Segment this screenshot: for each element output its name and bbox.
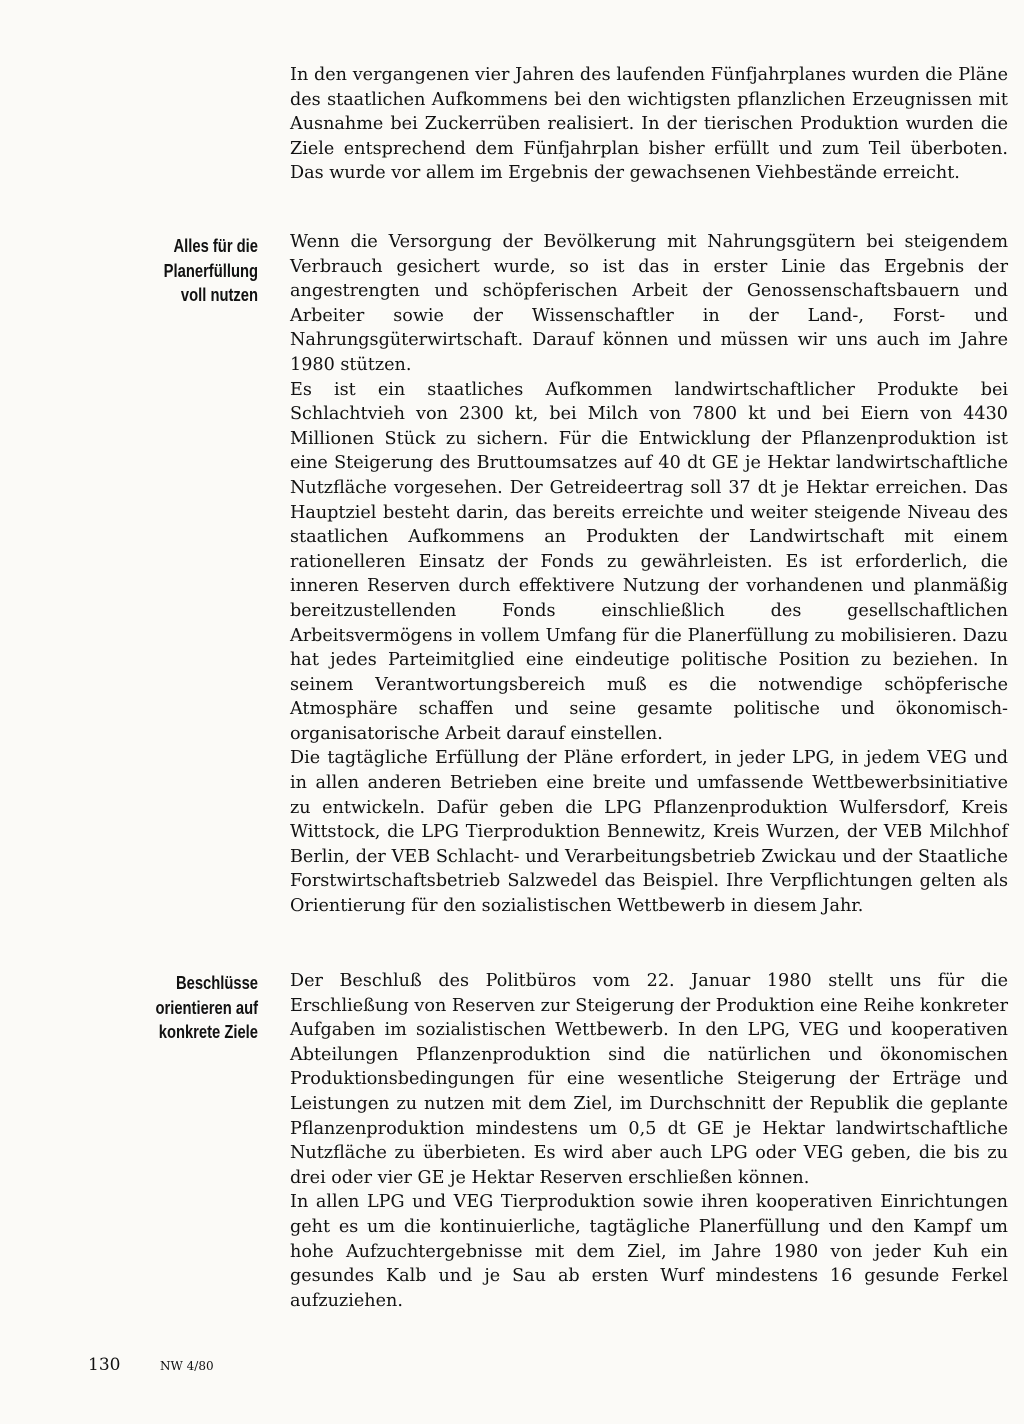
section-planerfuellung-text (290, 230, 1008, 919)
intro-text (290, 63, 1008, 186)
section-beschluesse-text (290, 969, 1008, 1313)
paragraph: In allen LPG und VEG Tierproduktion sowie ihren kooperativen Einrichtungen geht es um die kontinuierliche, tagtägliche Planerfüllung und den Kampf um hohe Aufzuchtergebnisse mit dem Ziel, im Jahre 1980 von jeder Kuh ein gesundes Kalb und je Sau ab ersten Wurf mindestens 16 gesunde Ferkel aufzuziehen. (290, 1192, 1008, 1311)
heading-line: Beschlüsse (175, 973, 258, 993)
paragraph: In den vergangenen vier Jahren des laufenden Fünfjahrplanes wurden die Pläne des staatlichen Aufkommens bei den wichtigsten pflanzlichen Erzeugnissen mit Ausnahme bei Zuckerrüben realisiert. In der tierischen Produktion wurden die Ziele entsprechend dem Fünfjahrplan bisher erfüllt und zum Teil überboten. Das wurde vor allem im Ergebnis der gewachsenen Viehbestände erreicht. (290, 65, 1008, 184)
paragraph: Es ist ein staatliches Aufkommen landwirtschaftlicher Produkte bei Schlachtvieh von 2300 kt, bei Milch von 7800 kt und bei Eiern von 4430 Millionen Stück zu sichern. Für die Entwicklung der Pflanzenproduktion ist eine Steigerung des Bruttoumsatzes auf 40 dt GE je Hektar landwirtschaftliche Nutzfläche vorgesehen. Der Getreideertrag soll 37 dt je Hektar erreichen. Das Hauptziel besteht darin, das bereits erreichte und weiter steigende Niveau des staatlichen Aufkommens an Produkten der Landwirtschaft mit einem rationelleren Einsatz der Fonds zu gewährleisten. Es ist erforderlich, die inneren Reserven durch effektivere Nutzung der vorhandenen und planmäßig bereitzustellenden Fonds einschließlich des gesellschaftlichen Arbeitsvermögens in vollem Umfang für die Planerfüllung zu mobilisieren. Dazu hat jedes Parteimitglied eine eindeutige politische Position zu beziehen. In seinem Verantwortungsbereich muß es die notwendige schöpferische Atmosphäre schaffen und seine gesamte politische und ökonomisch-organisatorische Arbeit darauf einstellen. (290, 379, 1008, 744)
heading-line: konkrete Ziele (158, 1022, 258, 1042)
heading-line: voll nutzen (180, 285, 258, 305)
paragraph: Die tagtägliche Erfüllung der Pläne erfordert, in jeder LPG, in jedem VEG und in allen anderen Betrieben eine breite und umfassende Wettbewerbsinitiative zu entwickeln. Dafür geben die LPG Pflanzenproduktion Wulfersdorf, Kreis Wittstock, die LPG Tierproduktion Bennewitz, Kreis Wurzen, der VEB Milchhof Berlin, der VEB Schlacht- und Verarbeitungsbetrieb Zwickau und der Staatliche Forstwirtschaftsbetrieb Salzwedel das Beispiel. Ihre Verpflichtungen gelten als Orientierung für den sozialistischen Wettbewerb in diesem Jahr. (290, 748, 1008, 917)
marginal-heading-beschluesse (135, 971, 258, 1045)
heading-line: Alles für die (173, 236, 258, 256)
page-number: 130 (88, 1355, 121, 1375)
heading-line: orientieren auf (155, 997, 258, 1018)
marginal-heading-planerfuellung (135, 234, 258, 308)
journal-reference: NW 4/80 (160, 1359, 214, 1373)
paragraph: Wenn die Versorgung der Bevölkerung mit Nahrungsgütern bei steigendem Verbrauch gesichert wurde, so ist das in erster Linie das Ergebnis der angestrengten und schöpferischen Arbeit der Genossenschaftsbauern und Arbeiter sowie der Wissenschaftler in der Land-, Forst- und Nahrungsgüterwirtschaft. Darauf können und müssen wir uns auch im Jahre 1980 stützen. (290, 232, 1008, 375)
heading-line: Planerfüllung (163, 260, 258, 281)
paragraph: Der Beschluß des Politbüros vom 22. Januar 1980 stellt uns für die Erschließung von Reserven zur Steigerung der Produktion eine Reihe konkreter Aufgaben im sozialistischen Wettbewerb. In den LPG, VEG und kooperativen Abteilungen Pflanzenproduktion sind die natürlichen und ökonomischen Produktionsbedingungen für eine wesentliche Steigerung der Erträge und Leistungen zu nutzen mit dem Ziel, im Durchschnitt der Republik die geplante Pflanzenproduktion mindestens um 0,5 dt GE je Hektar landwirtschaftliche Nutzfläche zu überbieten. Es wird aber auch LPG oder VEG geben, die bis zu drei oder vier GE je Hektar Reserven erschließen können. (290, 971, 1008, 1188)
